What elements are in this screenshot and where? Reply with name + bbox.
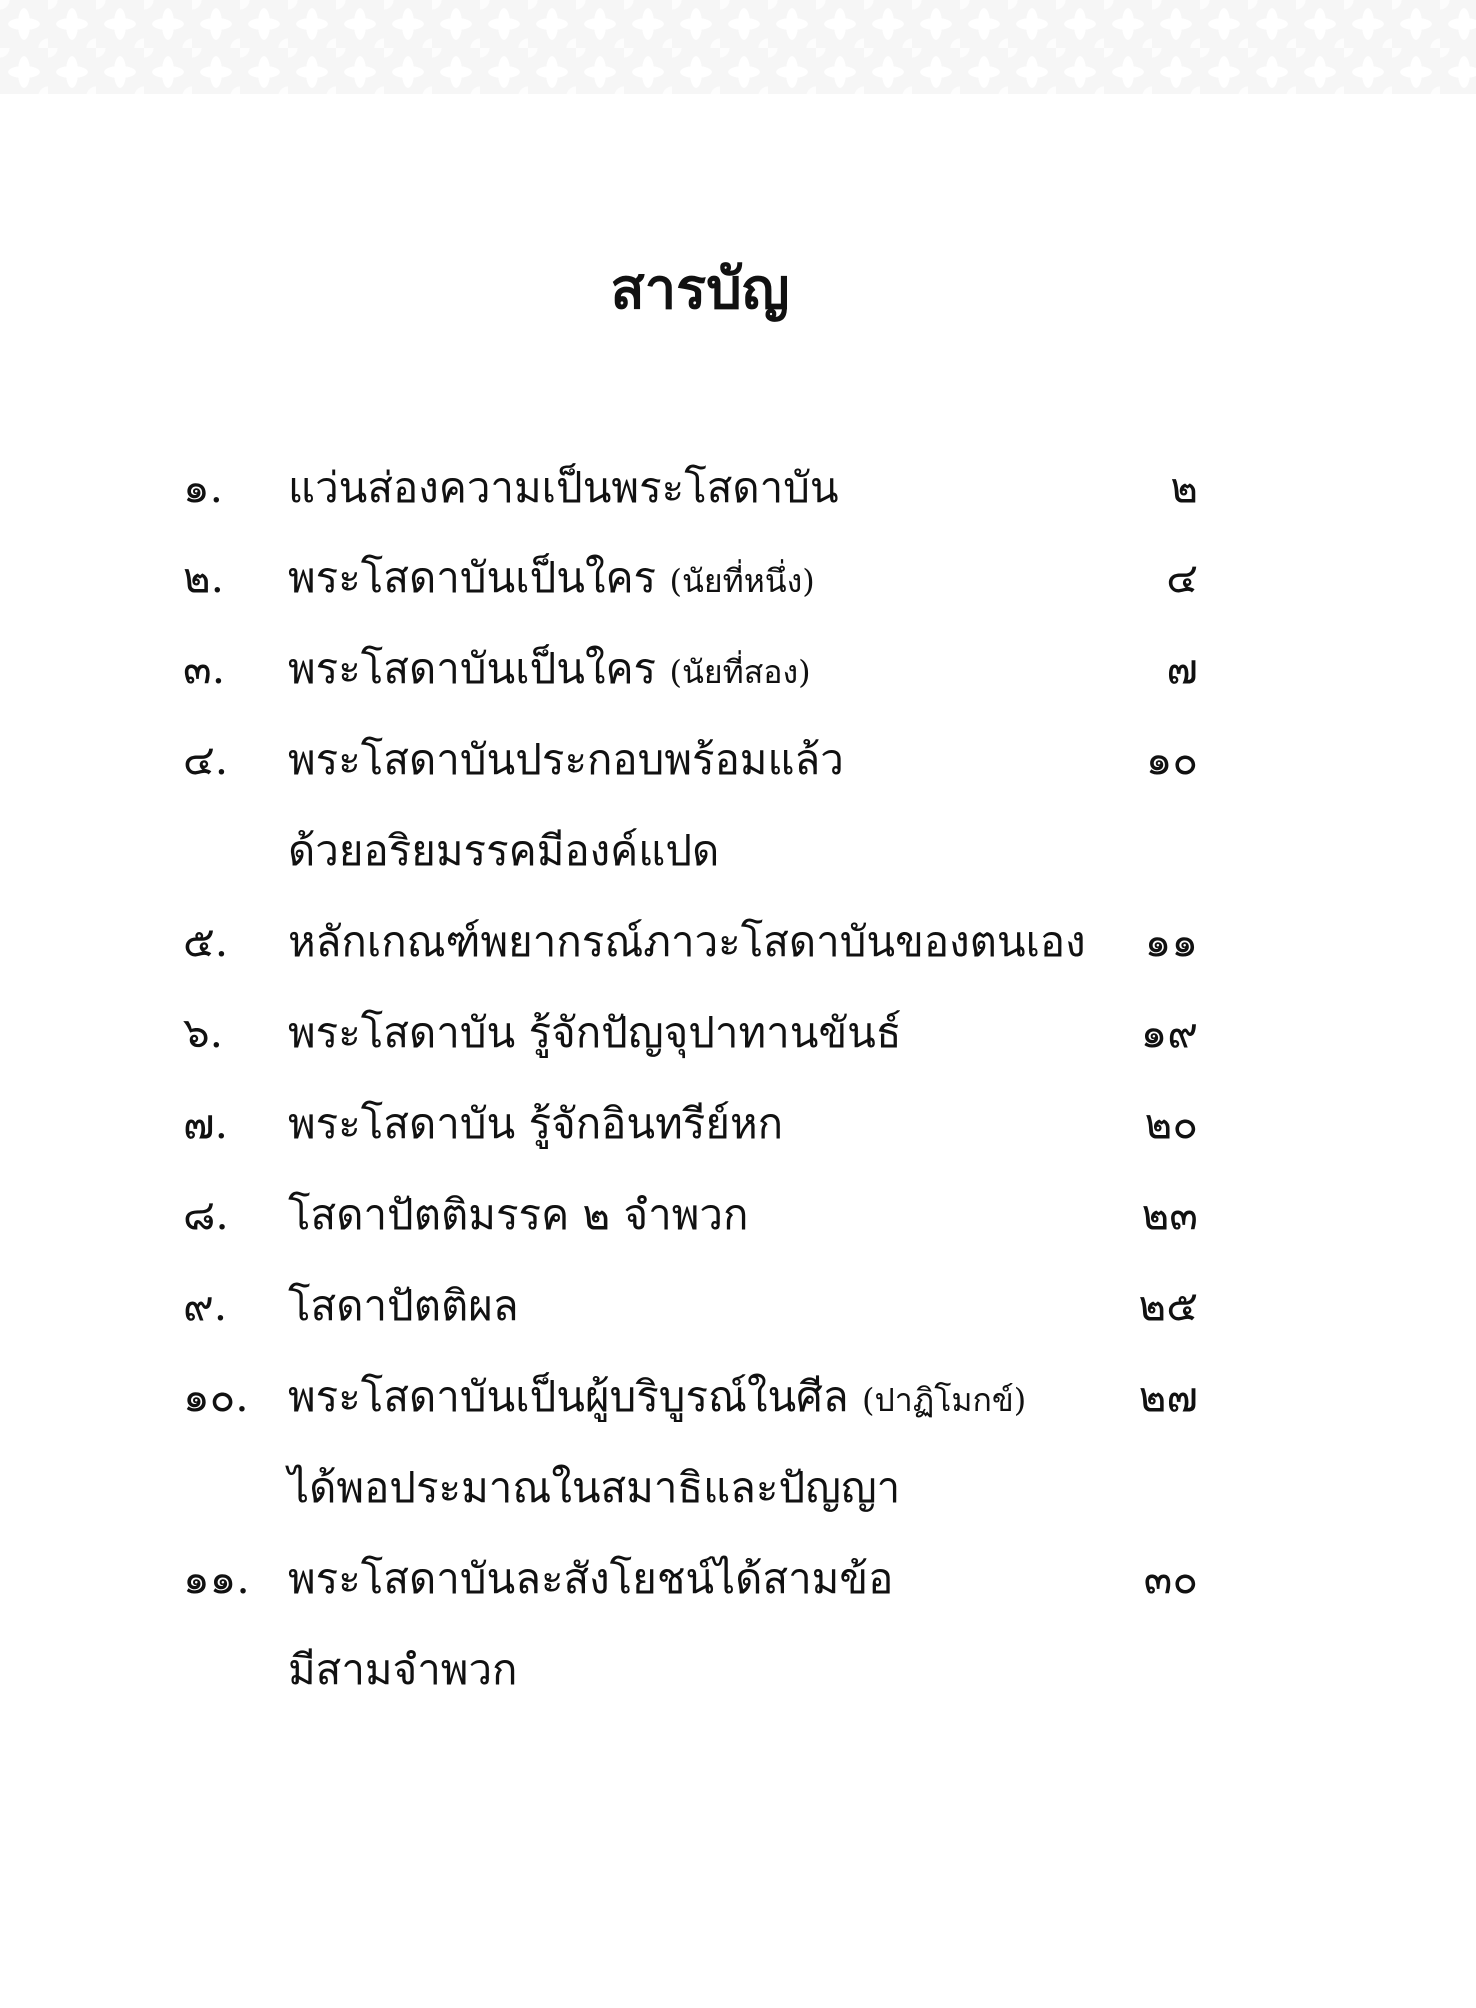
toc-entry-title [288, 998, 902, 1068]
toc-entry-number: ๒. [183, 553, 225, 602]
toc-entry-3 [0, 634, 1476, 704]
toc-entry-title-continuation: ด้วยอริยมรรคมีองค์แปด [288, 826, 720, 875]
toc-entry-title-text: โสดาปัตติมรรค ๒ จำพวก [288, 1190, 749, 1239]
toc-entry-title-text: พระโสดาบันเป็นใคร [288, 644, 657, 693]
toc-entry-6 [0, 998, 1476, 1068]
toc-entry-page: ๒๕ [1138, 1281, 1198, 1330]
toc-entry-note: (นัยที่สอง) [669, 653, 811, 691]
toc-entry-title [288, 1089, 783, 1159]
toc-entry-number: ๕. [183, 917, 229, 966]
toc-entry-page: ๓๐ [1143, 1554, 1198, 1603]
toc-entry-title-text: หลักเกณฑ์พยากรณ์ภาวะโสดาบันของตนเอง [288, 917, 1086, 966]
toc-entry-11 [0, 1544, 1476, 1614]
toc-entry-number: ๑๑. [183, 1554, 250, 1603]
toc-entry-page: ๒๐ [1144, 1099, 1198, 1148]
toc-entry-5 [0, 907, 1476, 977]
toc-entry-page: ๒ [1170, 463, 1198, 512]
toc-entry-title [288, 1180, 748, 1250]
toc-entry-title-continuation: มีสามจำพวก [288, 1645, 518, 1694]
toc-entry-note: (นัยที่หนึ่ง) [669, 562, 815, 600]
toc-entry-10-continuation [0, 1453, 1476, 1523]
toc-entry-number: ๑. [183, 463, 224, 512]
toc-entry-2 [0, 543, 1476, 613]
toc-entry-title-text: โสดาปัตติผล [288, 1281, 519, 1330]
toc-entry-title [288, 543, 815, 616]
toc-entry-8 [0, 1180, 1476, 1250]
toc-entry-title [288, 725, 844, 795]
toc-entry-page: ๗ [1166, 644, 1198, 693]
toc-entry-11-continuation [0, 1635, 1476, 1705]
toc-entry-9 [0, 1271, 1476, 1341]
toc-entry-page: ๑๑ [1144, 917, 1198, 966]
toc-entry-7 [0, 1089, 1476, 1159]
toc-entry-title [288, 1362, 1026, 1435]
toc-entry-number: ๓. [183, 644, 226, 693]
toc-entry-title-text: พระโสดาบันละสังโยชน์ได้สามข้อ [288, 1554, 894, 1603]
toc-entry-title [288, 1271, 519, 1341]
toc-entry-title-text: พระโสดาบัน รู้จักปัญจุปาทานขันธ์ [288, 1008, 902, 1057]
toc-entry-page: ๒๗ [1138, 1372, 1198, 1421]
toc-entry-title [288, 453, 839, 523]
toc-entry-title-text: พระโสดาบันเป็นใคร [288, 553, 657, 602]
toc-entry-10 [0, 1362, 1476, 1432]
toc-entry-title-text: แว่นส่องความเป็นพระโสดาบัน [288, 463, 839, 512]
page-title: สารบัญ [610, 257, 790, 322]
toc-entry-number: ๑๐. [183, 1372, 249, 1421]
toc-entry-number: ๗. [183, 1099, 228, 1148]
toc-entry-number: ๘. [183, 1190, 229, 1239]
toc-entry-4-continuation [0, 816, 1476, 886]
toc-entry-1 [0, 453, 1476, 523]
toc-entry-4 [0, 725, 1476, 795]
toc-entry-title-text: พระโสดาบันประกอบพร้อมแล้ว [288, 735, 844, 784]
toc-entry-page: ๑๙ [1140, 1008, 1198, 1057]
toc-entry-title [288, 634, 811, 707]
toc-entry-title [288, 907, 1086, 977]
toc-entry-number: ๙. [183, 1281, 228, 1330]
toc-entry-number: ๔. [183, 735, 229, 784]
toc-entry-note: (ปาฏิโมกข์) [861, 1381, 1027, 1419]
toc-entry-title-text: พระโสดาบัน รู้จักอินทรีย์หก [288, 1099, 784, 1148]
toc-entry-page: ๑๐ [1145, 735, 1198, 784]
toc-entry-title [288, 1544, 893, 1614]
toc-entry-title-text: พระโสดาบันเป็นผู้บริบูรณ์ในศีล [288, 1372, 849, 1421]
toc-entry-number: ๖. [183, 1008, 224, 1057]
toc-entry-page: ๒๓ [1141, 1190, 1198, 1239]
toc-entry-title-continuation: ได้พอประมาณในสมาธิและปัญญา [288, 1463, 901, 1512]
toc-entry-page: ๔ [1166, 553, 1198, 602]
